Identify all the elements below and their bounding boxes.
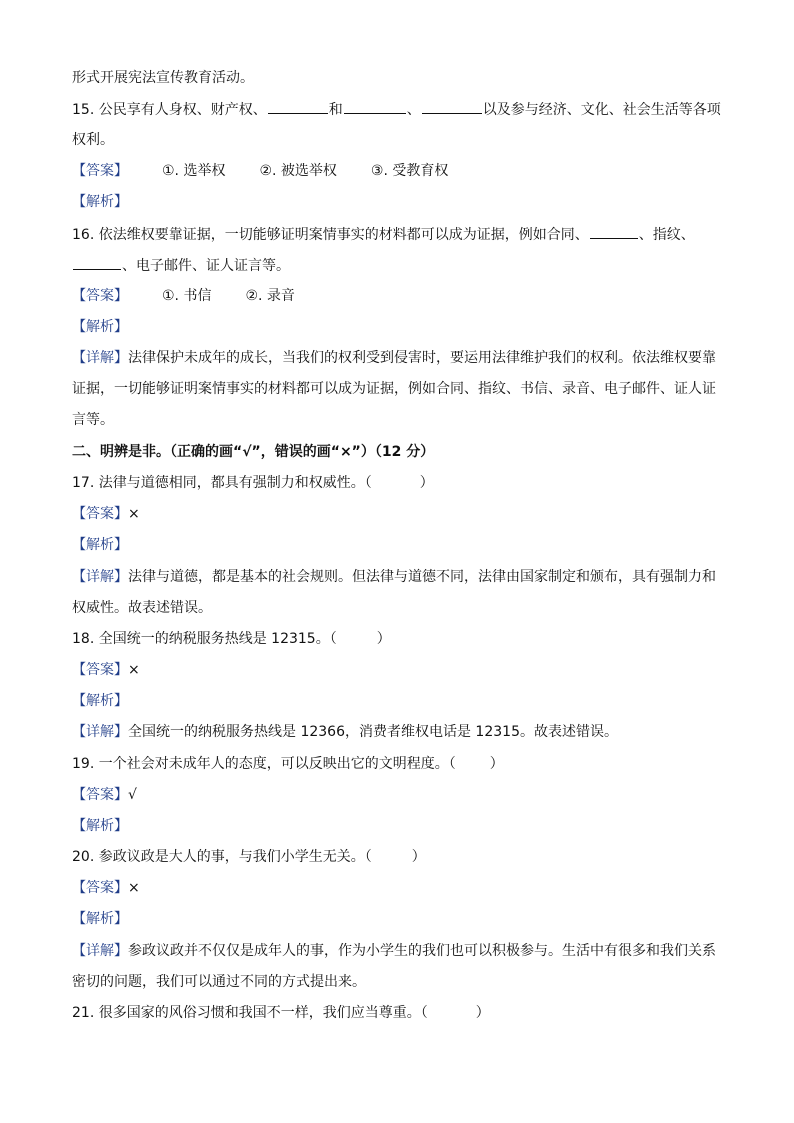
detail-tag: 【详解】 [72, 943, 128, 959]
question-text: 21. 很多国家的风俗习惯和我国不一样，我们应当尊重。（ [72, 1005, 428, 1021]
question-text: 、电子邮件、证人证言等。 [122, 258, 290, 274]
question-text: ） [376, 631, 391, 647]
question-text: 15. 公民享有人身权、财产权、 [72, 102, 267, 118]
analysis-tag: 【解析】 [72, 194, 128, 210]
section-heading: 二、明辨是非。（正确的画“√”，错误的画“×”）（12 分） [72, 444, 435, 460]
answer-value: √ [128, 787, 137, 803]
question-20 [72, 847, 426, 867]
answer-blank [344, 99, 406, 114]
answer-blank [590, 224, 638, 239]
analysis-tag: 【解析】 [72, 319, 128, 335]
question-text: ） [475, 1005, 490, 1021]
answer-blank [73, 255, 121, 270]
question-16 [72, 224, 695, 245]
answer-tag: 【答案】 [72, 288, 128, 304]
detail-16-line2: 证据，一切能够证明案情事实的材料都可以成为证据，例如合同、指纹、书信、录音、电子邮件、证人证 [72, 381, 716, 397]
analysis-tag: 【解析】 [72, 537, 128, 553]
question-17 [72, 473, 434, 493]
detail-20-line2: 密切的问题，我们可以通过不同的方式提出来。 [72, 974, 366, 990]
analysis-tag: 【解析】 [72, 818, 128, 834]
question-18 [72, 629, 391, 649]
answer-value: × [128, 662, 140, 678]
question-text: 19. 一个社会对未成年人的态度，可以反映出它的文明程度。（ [72, 756, 456, 772]
answer-tag: 【答案】 [72, 163, 128, 179]
detail-18 [72, 722, 618, 742]
answer-item: ②. 被选举权 [259, 163, 337, 179]
answer-value: × [128, 880, 140, 896]
detail-tag: 【详解】 [72, 569, 128, 585]
detail-17-line2: 权威性。故表述错误。 [72, 600, 212, 616]
question-text: 以及参与经济、文化、社会生活等各项 [482, 102, 721, 118]
question-text: 16. 依法维权要靠证据，一切能够证明案情事实的材料都可以成为证据，例如合同、 [72, 227, 589, 243]
answer-item: ①. 书信 [162, 288, 212, 304]
answer-17 [72, 504, 140, 524]
answer-tag: 【答案】 [72, 787, 128, 803]
question-text: 和 [328, 102, 343, 118]
answer-18 [72, 660, 140, 680]
analysis-tag: 【解析】 [72, 911, 128, 927]
question-21 [72, 1003, 490, 1023]
detail-text: 全国统一的纳税服务热线是 12366，消费者维权电话是 12315。故表述错误。 [128, 724, 618, 740]
answer-tag: 【答案】 [72, 880, 128, 896]
answer-15 [72, 161, 448, 181]
detail-20 [72, 941, 716, 961]
question-19 [72, 754, 504, 774]
detail-17 [72, 567, 716, 587]
analysis-tag: 【解析】 [72, 693, 128, 709]
answer-tag: 【答案】 [72, 662, 128, 678]
answer-item: ③. 受教育权 [370, 163, 449, 179]
detail-text: 法律保护未成年的成长，当我们的权利受到侵害时，要运用法律维护我们的权利。依法维权要靠 [128, 350, 716, 366]
question-text: 、 [406, 102, 421, 118]
question-text: 、指纹、 [638, 227, 695, 243]
detail-16-line3: 言等。 [72, 412, 114, 428]
question-text: ） [489, 756, 504, 772]
detail-tag: 【详解】 [72, 724, 128, 740]
answer-tag: 【答案】 [72, 506, 128, 522]
detail-text: 法律与道德，都是基本的社会规则。但法律与道德不同，法律由国家制定和颁布，具有强制力和 [128, 569, 716, 585]
detail-16 [72, 348, 716, 368]
question-15 [72, 99, 721, 120]
answer-value: × [128, 506, 140, 522]
text-line: 形式开展宪法宣传教育活动。 [72, 70, 254, 86]
question-text: 17. 法律与道德相同，都具有强制力和权威性。（ [72, 475, 372, 491]
answer-item: ①. 选举权 [162, 163, 226, 179]
question-text: ） [411, 849, 426, 865]
answer-20 [72, 878, 140, 898]
detail-text: 参政议政并不仅仅是成年人的事，作为小学生的我们也可以积极参与。生活中有很多和我们关系 [128, 943, 716, 959]
question-16-cont [72, 255, 290, 276]
answer-19 [72, 785, 137, 805]
question-text: ） [419, 475, 434, 491]
question-text: 20. 参政议政是大人的事，与我们小学生无关。（ [72, 849, 372, 865]
question-text: 18. 全国统一的纳税服务热线是 12315。（ [72, 631, 337, 647]
answer-blank [268, 99, 328, 114]
answer-16 [72, 286, 295, 306]
detail-tag: 【详解】 [72, 350, 128, 366]
answer-blank [422, 99, 482, 114]
answer-item: ②. 录音 [245, 288, 295, 304]
question-15-cont: 权利。 [72, 132, 114, 148]
